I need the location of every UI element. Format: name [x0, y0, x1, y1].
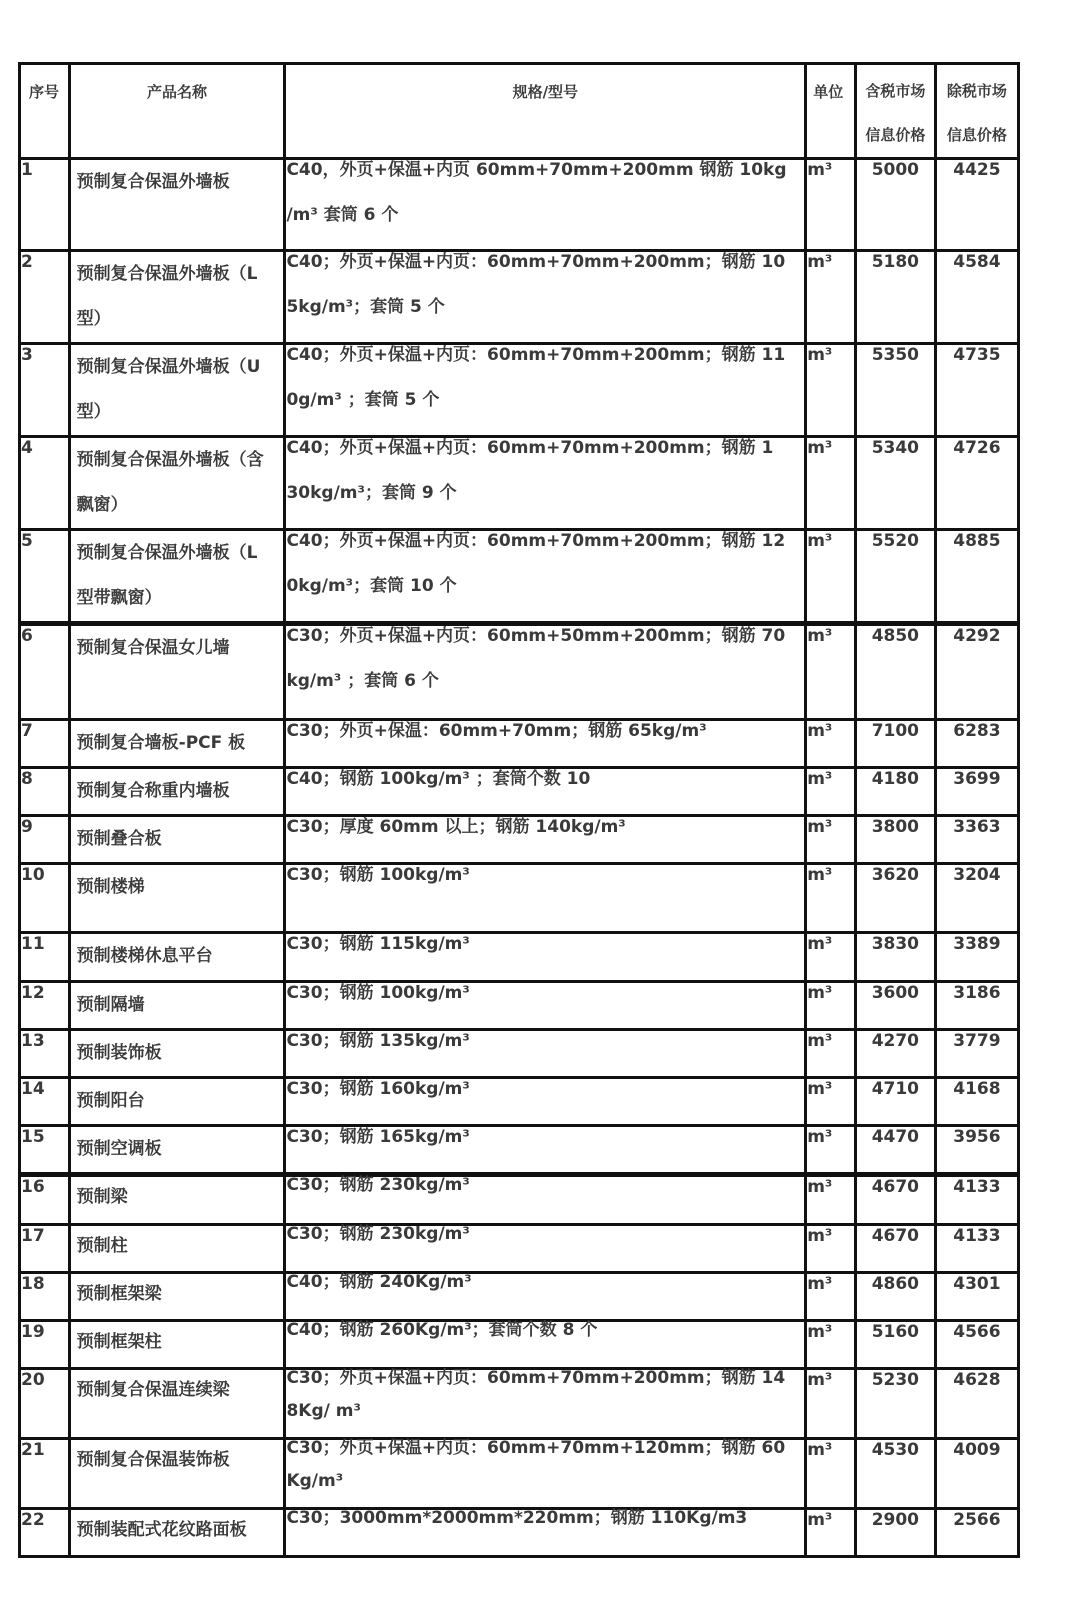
- notax-price-cell: 2566: [935, 1509, 1018, 1557]
- product-name-cell-text: 预制复合保温外墙板（含 飘窗）: [76, 450, 264, 515]
- table-row: [20, 1439, 1019, 1509]
- notax-price-cell: 4584: [935, 251, 1018, 344]
- notax-price-cell: 3389: [935, 933, 1018, 982]
- seq-cell: 2: [20, 251, 70, 344]
- seq-cell: 10: [20, 864, 70, 933]
- spec-cell-text: C30；3000mm*2000mm*220mm；钢筋 110Kg/m3: [286, 1508, 748, 1528]
- unit-cell: m³: [806, 1126, 856, 1174]
- spec-cell-text: C30；钢筋 115kg/m³: [286, 934, 470, 954]
- tax-price-cell: 7100: [855, 720, 935, 768]
- product-name-cell-text: 预制隔墙: [76, 995, 145, 1015]
- tax-price-cell: 5160: [855, 1321, 935, 1369]
- spec-cell-text: C30；钢筋 160kg/m³: [286, 1079, 470, 1099]
- product-name-cell-text: 预制阳台: [76, 1091, 145, 1111]
- product-name-cell: [69, 1273, 285, 1321]
- spec-cell-text: C40；外页+保温+内页：60mm+70mm+200mm；钢筋 10 5kg/m³；套筒 5 个: [286, 252, 786, 317]
- unit-cell: m³: [806, 1369, 856, 1439]
- spec-cell-text: C30；外页+保温：60mm+70mm；钢筋 65kg/m³: [286, 721, 707, 741]
- table-row: [20, 1509, 1019, 1557]
- product-name-cell: [69, 251, 285, 344]
- unit-cell: m³: [806, 437, 856, 530]
- unit-cell: m³: [806, 1509, 856, 1557]
- unit-cell: m³: [806, 982, 856, 1030]
- spec-cell: [285, 1439, 806, 1509]
- spec-cell: [285, 251, 806, 344]
- seq-cell: 19: [20, 1321, 70, 1369]
- table-row: [20, 625, 1019, 720]
- price-table-section-2: [18, 623, 1020, 1175]
- header-seq: 序号: [20, 64, 70, 159]
- unit-cell: m³: [806, 1225, 856, 1273]
- table-row: [20, 344, 1019, 437]
- seq-cell: 11: [20, 933, 70, 982]
- seq-cell: 1: [20, 159, 70, 251]
- header-tax-price: [855, 64, 935, 159]
- notax-price-cell: 4009: [935, 1439, 1018, 1509]
- unit-cell: m³: [806, 1030, 856, 1078]
- spec-cell-text: C40；钢筋 240Kg/m³: [286, 1272, 472, 1292]
- product-name-cell-text: 预制框架梁: [76, 1284, 162, 1304]
- header-notax-price-line2: 信息价格: [946, 126, 1007, 144]
- spec-cell-text: C30；钢筋 230kg/m³: [286, 1224, 470, 1244]
- unit-cell: m³: [806, 251, 856, 344]
- header-unit: 单位: [806, 64, 856, 159]
- product-name-cell-text: 预制复合称重内墙板: [76, 781, 230, 801]
- spec-cell: [285, 625, 806, 720]
- unit-cell: m³: [806, 159, 856, 251]
- product-name-cell: [69, 1030, 285, 1078]
- unit-cell: m³: [806, 1273, 856, 1321]
- product-name-cell-text: 预制复合保温女儿墙: [76, 638, 230, 658]
- notax-price-cell: 4885: [935, 530, 1018, 623]
- product-name-cell: [69, 1126, 285, 1174]
- seq-cell: 20: [20, 1369, 70, 1439]
- product-name-cell-text: 预制复合保温连续梁: [76, 1380, 230, 1400]
- product-name-cell: [69, 768, 285, 816]
- product-name-cell: [69, 1509, 285, 1557]
- unit-cell: m³: [806, 864, 856, 933]
- spec-cell: [285, 437, 806, 530]
- product-name-cell-text: 预制复合保温外墙板（L 型带飘窗）: [76, 543, 258, 608]
- tax-price-cell: 4180: [855, 768, 935, 816]
- product-name-cell-text: 预制复合保温外墙板（U 型）: [76, 357, 261, 422]
- header-name: 产品名称: [69, 64, 285, 159]
- table-row: [20, 251, 1019, 344]
- tax-price-cell: 5340: [855, 437, 935, 530]
- tax-price-cell: 5180: [855, 251, 935, 344]
- tax-price-cell: 4710: [855, 1078, 935, 1126]
- unit-cell: m³: [806, 344, 856, 437]
- notax-price-cell: 3779: [935, 1030, 1018, 1078]
- product-name-cell-text: 预制空调板: [76, 1139, 162, 1159]
- product-name-cell-text: 预制装饰板: [76, 1043, 162, 1063]
- tax-price-cell: 4850: [855, 625, 935, 720]
- spec-cell-text: C30；外页+保温+内页：60mm+70mm+120mm；钢筋 60 Kg/m³: [286, 1438, 786, 1491]
- spec-cell: [285, 1369, 806, 1439]
- spec-cell-text: C40；外页+保温+内页：60mm+70mm+200mm；钢筋 11 0g/m³ ；套筒 5 个: [286, 345, 786, 410]
- seq-cell: 8: [20, 768, 70, 816]
- product-name-cell: [69, 1439, 285, 1509]
- seq-cell: 16: [20, 1176, 70, 1225]
- notax-price-cell: 4628: [935, 1369, 1018, 1439]
- spec-cell: [285, 1509, 806, 1557]
- spec-cell-text: C30；钢筋 100kg/m³: [286, 865, 470, 885]
- notax-price-cell: 4168: [935, 1078, 1018, 1126]
- unit-cell: m³: [806, 816, 856, 864]
- product-name-cell-text: 预制装配式花纹路面板: [76, 1520, 247, 1540]
- product-name-cell: [69, 1369, 285, 1439]
- unit-cell: m³: [806, 768, 856, 816]
- notax-price-cell: 3204: [935, 864, 1018, 933]
- seq-cell: 22: [20, 1509, 70, 1557]
- notax-price-cell: 3363: [935, 816, 1018, 864]
- tax-price-cell: 4270: [855, 1030, 935, 1078]
- unit-cell: m³: [806, 625, 856, 720]
- seq-cell: 7: [20, 720, 70, 768]
- notax-price-cell: 3956: [935, 1126, 1018, 1174]
- tax-price-cell: 3600: [855, 982, 935, 1030]
- notax-price-cell: 4726: [935, 437, 1018, 530]
- product-name-cell-text: 预制楼梯休息平台: [76, 946, 213, 966]
- spec-cell-text: C30；厚度 60mm 以上；钢筋 140kg/m³: [286, 817, 626, 837]
- spec-cell-text: C30；钢筋 230kg/m³: [286, 1175, 470, 1195]
- seq-cell: 3: [20, 344, 70, 437]
- product-name-cell-text: 预制复合保温外墙板: [76, 172, 230, 192]
- notax-price-cell: 4425: [935, 159, 1018, 251]
- seq-cell: 21: [20, 1439, 70, 1509]
- seq-cell: 6: [20, 625, 70, 720]
- product-name-cell-text: 预制框架柱: [76, 1332, 162, 1352]
- seq-cell: 4: [20, 437, 70, 530]
- header-tax-price-line2: 信息价格: [865, 126, 926, 144]
- unit-cell: m³: [806, 1321, 856, 1369]
- spec-cell-text: C40；外页+保温+内页：60mm+70mm+200mm；钢筋 12 0kg/m³；套筒 10 个: [286, 531, 786, 596]
- unit-cell: m³: [806, 720, 856, 768]
- tax-price-cell: 2900: [855, 1509, 935, 1557]
- notax-price-cell: 4735: [935, 344, 1018, 437]
- tax-price-cell: 3830: [855, 933, 935, 982]
- table-row: [20, 1369, 1019, 1439]
- tax-price-cell: 5000: [855, 159, 935, 251]
- product-name-cell: [69, 1225, 285, 1273]
- notax-price-cell: 4566: [935, 1321, 1018, 1369]
- product-name-cell-text: 预制叠合板: [76, 829, 162, 849]
- product-name-cell: [69, 1078, 285, 1126]
- notax-price-cell: 6283: [935, 720, 1018, 768]
- tax-price-cell: 4670: [855, 1225, 935, 1273]
- table-row: [20, 437, 1019, 530]
- notax-price-cell: 4133: [935, 1176, 1018, 1225]
- spec-cell-text: C40；钢筋 100kg/m³ ；套筒个数 10: [286, 769, 591, 789]
- seq-cell: 14: [20, 1078, 70, 1126]
- spec-cell-text: C30；外页+保温+内页：60mm+50mm+200mm；钢筋 70 kg/m³ ；套筒 6 个: [286, 626, 786, 691]
- seq-cell: 13: [20, 1030, 70, 1078]
- table-header-row: [20, 64, 1019, 159]
- product-name-cell-text: 预制梁: [76, 1187, 128, 1207]
- spec-cell-text: C40；外页+保温+内页：60mm+70mm+200mm；钢筋 1 30kg/m³；套筒 9 个: [286, 438, 774, 503]
- product-name-cell: [69, 625, 285, 720]
- product-name-cell-text: 预制复合保温装饰板: [76, 1450, 230, 1470]
- unit-cell: m³: [806, 933, 856, 982]
- tax-price-cell: 4530: [855, 1439, 935, 1509]
- header-notax-price-line1: 除税市场: [946, 82, 1007, 100]
- tax-price-cell: 4670: [855, 1176, 935, 1225]
- product-name-cell: [69, 437, 285, 530]
- header-notax-price: [935, 64, 1018, 159]
- seq-cell: 15: [20, 1126, 70, 1174]
- seq-cell: 12: [20, 982, 70, 1030]
- spec-cell-text: C30；钢筋 135kg/m³: [286, 1031, 470, 1051]
- seq-cell: 17: [20, 1225, 70, 1273]
- product-name-cell: [69, 1176, 285, 1225]
- table-row: [20, 159, 1019, 251]
- header-tax-price-line1: 含税市场: [865, 82, 926, 100]
- spec-cell-text: C30；外页+保温+内页：60mm+70mm+200mm；钢筋 14 8Kg/ m³: [286, 1368, 786, 1421]
- product-name-cell: [69, 344, 285, 437]
- notax-price-cell: 3186: [935, 982, 1018, 1030]
- product-name-cell-text: 预制复合墙板-PCF 板: [76, 733, 246, 753]
- tax-price-cell: 5520: [855, 530, 935, 623]
- seq-cell: 5: [20, 530, 70, 623]
- tax-price-cell: 5350: [855, 344, 935, 437]
- product-name-cell: [69, 933, 285, 982]
- tax-price-cell: 5230: [855, 1369, 935, 1439]
- product-name-cell: [69, 864, 285, 933]
- notax-price-cell: 4301: [935, 1273, 1018, 1321]
- product-name-cell: [69, 1321, 285, 1369]
- product-name-cell: [69, 816, 285, 864]
- notax-price-cell: 4292: [935, 625, 1018, 720]
- unit-cell: m³: [806, 530, 856, 623]
- unit-cell: m³: [806, 1439, 856, 1509]
- spec-cell-text: C40，外页+保温+内页 60mm+70mm+200mm 钢筋 10kg /m³ 套筒 6 个: [286, 160, 787, 225]
- product-name-cell-text: 预制柱: [76, 1236, 128, 1256]
- product-name-cell: [69, 530, 285, 623]
- spec-cell-text: C40；钢筋 260Kg/m³；套筒个数 8 个: [286, 1320, 598, 1340]
- unit-cell: m³: [806, 1176, 856, 1225]
- tax-price-cell: 3800: [855, 816, 935, 864]
- spec-cell: [285, 530, 806, 623]
- product-name-cell: [69, 982, 285, 1030]
- spec-cell: [285, 159, 806, 251]
- spec-cell: [285, 1126, 806, 1174]
- price-table-section-1: [18, 62, 1020, 624]
- spec-cell-text: C30；钢筋 100kg/m³: [286, 983, 470, 1003]
- notax-price-cell: 3699: [935, 768, 1018, 816]
- unit-cell: m³: [806, 1078, 856, 1126]
- tax-price-cell: 4470: [855, 1126, 935, 1174]
- notax-price-cell: 4133: [935, 1225, 1018, 1273]
- product-name-cell-text: 预制楼梯: [76, 877, 145, 897]
- header-spec: 规格/型号: [285, 64, 806, 159]
- table-row: [20, 1126, 1019, 1174]
- table-row: [20, 530, 1019, 623]
- spec-cell-text: C30；钢筋 165kg/m³: [286, 1127, 470, 1147]
- price-table-section-3: [18, 1174, 1020, 1558]
- seq-cell: 9: [20, 816, 70, 864]
- seq-cell: 18: [20, 1273, 70, 1321]
- product-name-cell-text: 预制复合保温外墙板（L 型）: [76, 264, 258, 329]
- tax-price-cell: 3620: [855, 864, 935, 933]
- tax-price-cell: 4860: [855, 1273, 935, 1321]
- product-name-cell: [69, 159, 285, 251]
- product-name-cell: [69, 720, 285, 768]
- spec-cell: [285, 344, 806, 437]
